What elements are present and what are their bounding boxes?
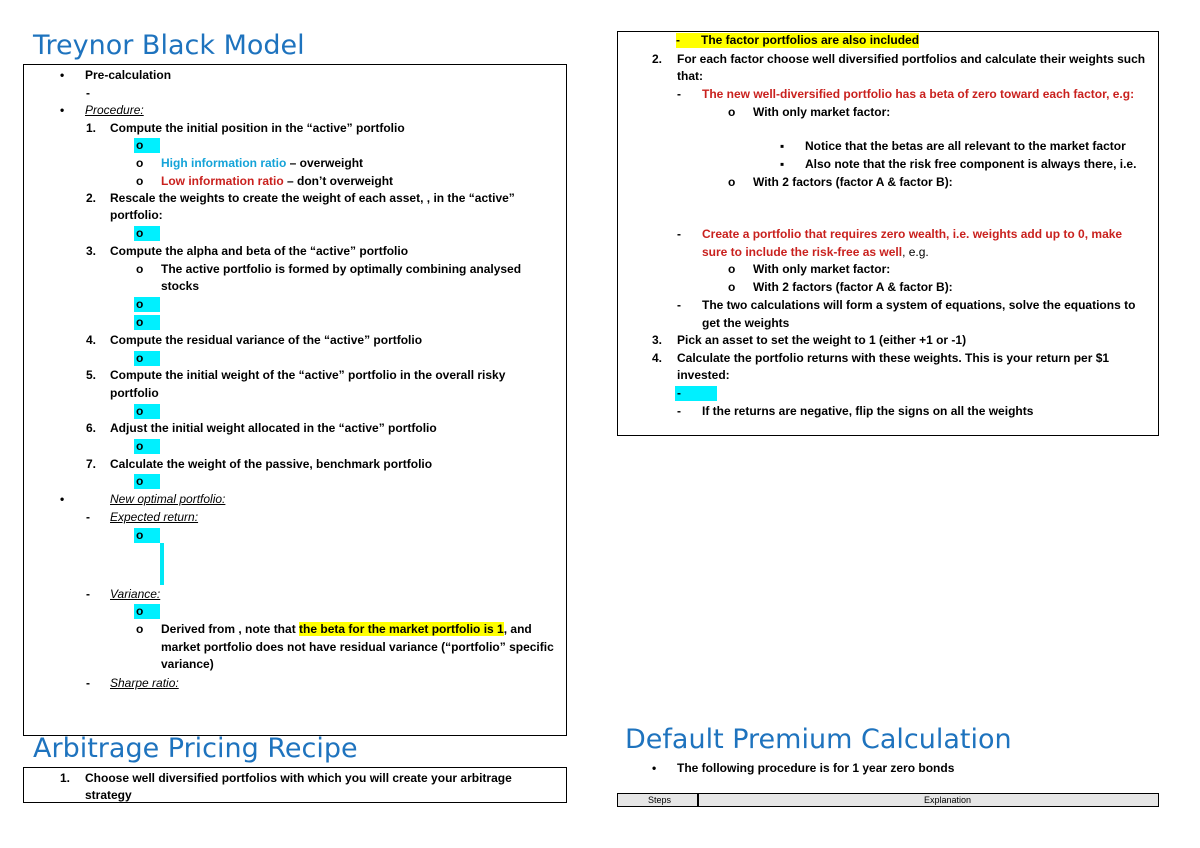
dash: - [677, 404, 681, 418]
bullet-dot: • [60, 68, 65, 82]
two-calculations: The two calculations will form a system of equations, solve the equations to [702, 298, 1136, 312]
step-1-text: Compute the initial position in the “active” portfolio [110, 121, 405, 135]
dash: - [677, 386, 681, 400]
factor-included-line [676, 33, 919, 48]
two-factors-2: With 2 factors (factor A & factor B): [753, 280, 953, 294]
step-5-text: Compute the initial weight of the “active” portfolio in the overall risky [110, 368, 506, 382]
bullet-dot: • [652, 761, 657, 775]
step-number: 2. [86, 191, 97, 205]
derived-cont-2: variance) [161, 657, 214, 671]
treynor-black-title: Treynor Black Model [33, 30, 305, 61]
apr-step-1-cont: strategy [85, 788, 132, 802]
two-calculations-cont: get the weights [702, 316, 790, 330]
col-steps: Steps [648, 795, 672, 805]
sub-bullet: o [136, 351, 144, 365]
step-2-cont: portfolio: [110, 208, 163, 222]
zero-wealth-cont [702, 245, 929, 260]
factor-included: The factor portfolios are also included [701, 33, 920, 47]
dash: - [86, 676, 90, 690]
sub-bullet: o [136, 297, 144, 311]
step-number: 1. [60, 771, 71, 785]
sub-bullet: o [728, 105, 736, 119]
arbitrage-title: Arbitrage Pricing Recipe [33, 733, 358, 764]
dash: - [677, 298, 681, 312]
zero-wealth-red: sure to include the risk-free as well [702, 245, 903, 259]
step-4-text: Compute the residual variance of the “active” portfolio [110, 333, 423, 347]
low-ratio-line [161, 174, 393, 189]
low-ratio-label: Low information ratio [161, 174, 284, 188]
step-number: 2. [652, 52, 663, 66]
sub-bullet: o [136, 262, 144, 276]
procedure-label: Procedure: [85, 103, 144, 117]
step-3-text: Compute the alpha and beta of the “active” portfolio [110, 244, 409, 258]
col-divider [697, 793, 699, 807]
sub-bullet: o [728, 175, 736, 189]
sharpe-label: Sharpe ratio: [110, 676, 179, 690]
high-ratio-line [161, 156, 363, 171]
zero-wealth-note: Create a portfolio that requires zero wealth, i.e. weights add up to 0, make [702, 227, 1123, 241]
derived-line [161, 622, 532, 637]
apr-step-3: Pick an asset to set the weight to 1 (either +1 or -1) [677, 333, 967, 347]
bullet-dot: • [60, 103, 65, 117]
step-number: 3. [652, 333, 663, 347]
sub-bullet: o [728, 280, 736, 294]
expected-return-label: Expected return: [110, 510, 199, 524]
sub-bullet: o [136, 604, 144, 618]
sub-bullet: o [136, 226, 144, 240]
high-ratio-label: High information ratio [161, 156, 287, 170]
step-7-text: Calculate the weight of the passive, benchmark portfolio [110, 457, 433, 471]
step-number: 5. [86, 368, 97, 382]
risk-free-note: Also note that the risk free component is always there, i.e. [805, 157, 1137, 171]
dash: - [86, 587, 90, 601]
default-premium-bullet: The following procedure is for 1 year zero bonds [677, 761, 955, 775]
apr-step-4-cont: invested: [677, 368, 730, 382]
low-ratio-rest: – don’t overweight [283, 174, 394, 188]
notice-betas: Notice that the betas are all relevant to the market factor [805, 139, 1126, 153]
apr-step-2-cont: that: [677, 69, 703, 83]
sub-bullet: o [136, 528, 144, 542]
zero-wealth-eg: , e.g. [902, 245, 929, 259]
negative-returns-note: If the returns are negative, flip the signs on all the weights [702, 404, 1034, 418]
sub-bullet: o [136, 439, 144, 453]
step-2-text: Rescale the weights to create the weight of each asset, , in the “active” [110, 191, 515, 205]
step-number: 4. [86, 333, 97, 347]
two-factors: With 2 factors (factor A & factor B): [753, 175, 953, 189]
formula-placeholder-bar [160, 543, 164, 585]
sub-bullet: o [728, 262, 736, 276]
dash: - [677, 227, 681, 241]
col-explanation: Explanation [924, 795, 972, 805]
step-number: 4. [652, 351, 663, 365]
formula-placeholder [675, 386, 717, 401]
dash: - [86, 86, 90, 100]
derived-pre: Derived from , note that [161, 622, 300, 636]
sub-bullet: o [136, 315, 144, 329]
active-note-cont: stocks [161, 279, 200, 293]
only-market-factor-2: With only market factor: [753, 262, 891, 276]
square-bullet: ▪ [780, 157, 785, 171]
step-5-cont: portfolio [110, 386, 159, 400]
only-market-factor: With only market factor: [753, 105, 891, 119]
derived-cont: market portfolio does not have residual variance (“portfolio” specific [161, 640, 554, 654]
zero-beta-note: The new well-diversified portfolio has a beta of zero toward each factor, e.g: [702, 87, 1135, 101]
new-optimal-label: New optimal portfolio: [110, 492, 226, 506]
active-note: The active portfolio is formed by optimally combining analysed [161, 262, 522, 276]
bullet-dot: • [60, 492, 65, 506]
variance-label: Variance: [110, 587, 161, 601]
dash: - [86, 510, 90, 524]
step-number: 7. [86, 457, 97, 471]
dash: - [676, 33, 680, 47]
high-ratio-rest: – overweight [286, 156, 364, 170]
step-6-text: Adjust the initial weight allocated in the “active” portfolio [110, 421, 437, 435]
dash: - [677, 87, 681, 101]
steps-table-header [617, 793, 1159, 807]
apr-step-2: For each factor choose well diversified portfolios and calculate their weights such [677, 52, 1146, 66]
sub-bullet: o [136, 156, 144, 170]
derived-post: , and [503, 622, 532, 636]
apr-step-1: Choose well diversified portfolios with which you will create your arbitrage [85, 771, 512, 785]
apr-step-4: Calculate the portfolio returns with these weights. This is your return per $1 [677, 351, 1110, 365]
step-number: 1. [86, 121, 97, 135]
sub-bullet: o [136, 622, 144, 636]
sub-bullet: o [136, 474, 144, 488]
square-bullet: ▪ [780, 139, 785, 153]
derived-highlight: the beta for the market portfolio is 1 [299, 622, 504, 636]
step-number: 3. [86, 244, 97, 258]
pre-calculation: Pre-calculation [85, 68, 172, 82]
sub-bullet: o [136, 174, 144, 188]
sub-bullet: o [136, 404, 144, 418]
step-number: 6. [86, 421, 97, 435]
default-premium-title: Default Premium Calculation [625, 724, 1012, 755]
sub-bullet: o [136, 138, 144, 152]
